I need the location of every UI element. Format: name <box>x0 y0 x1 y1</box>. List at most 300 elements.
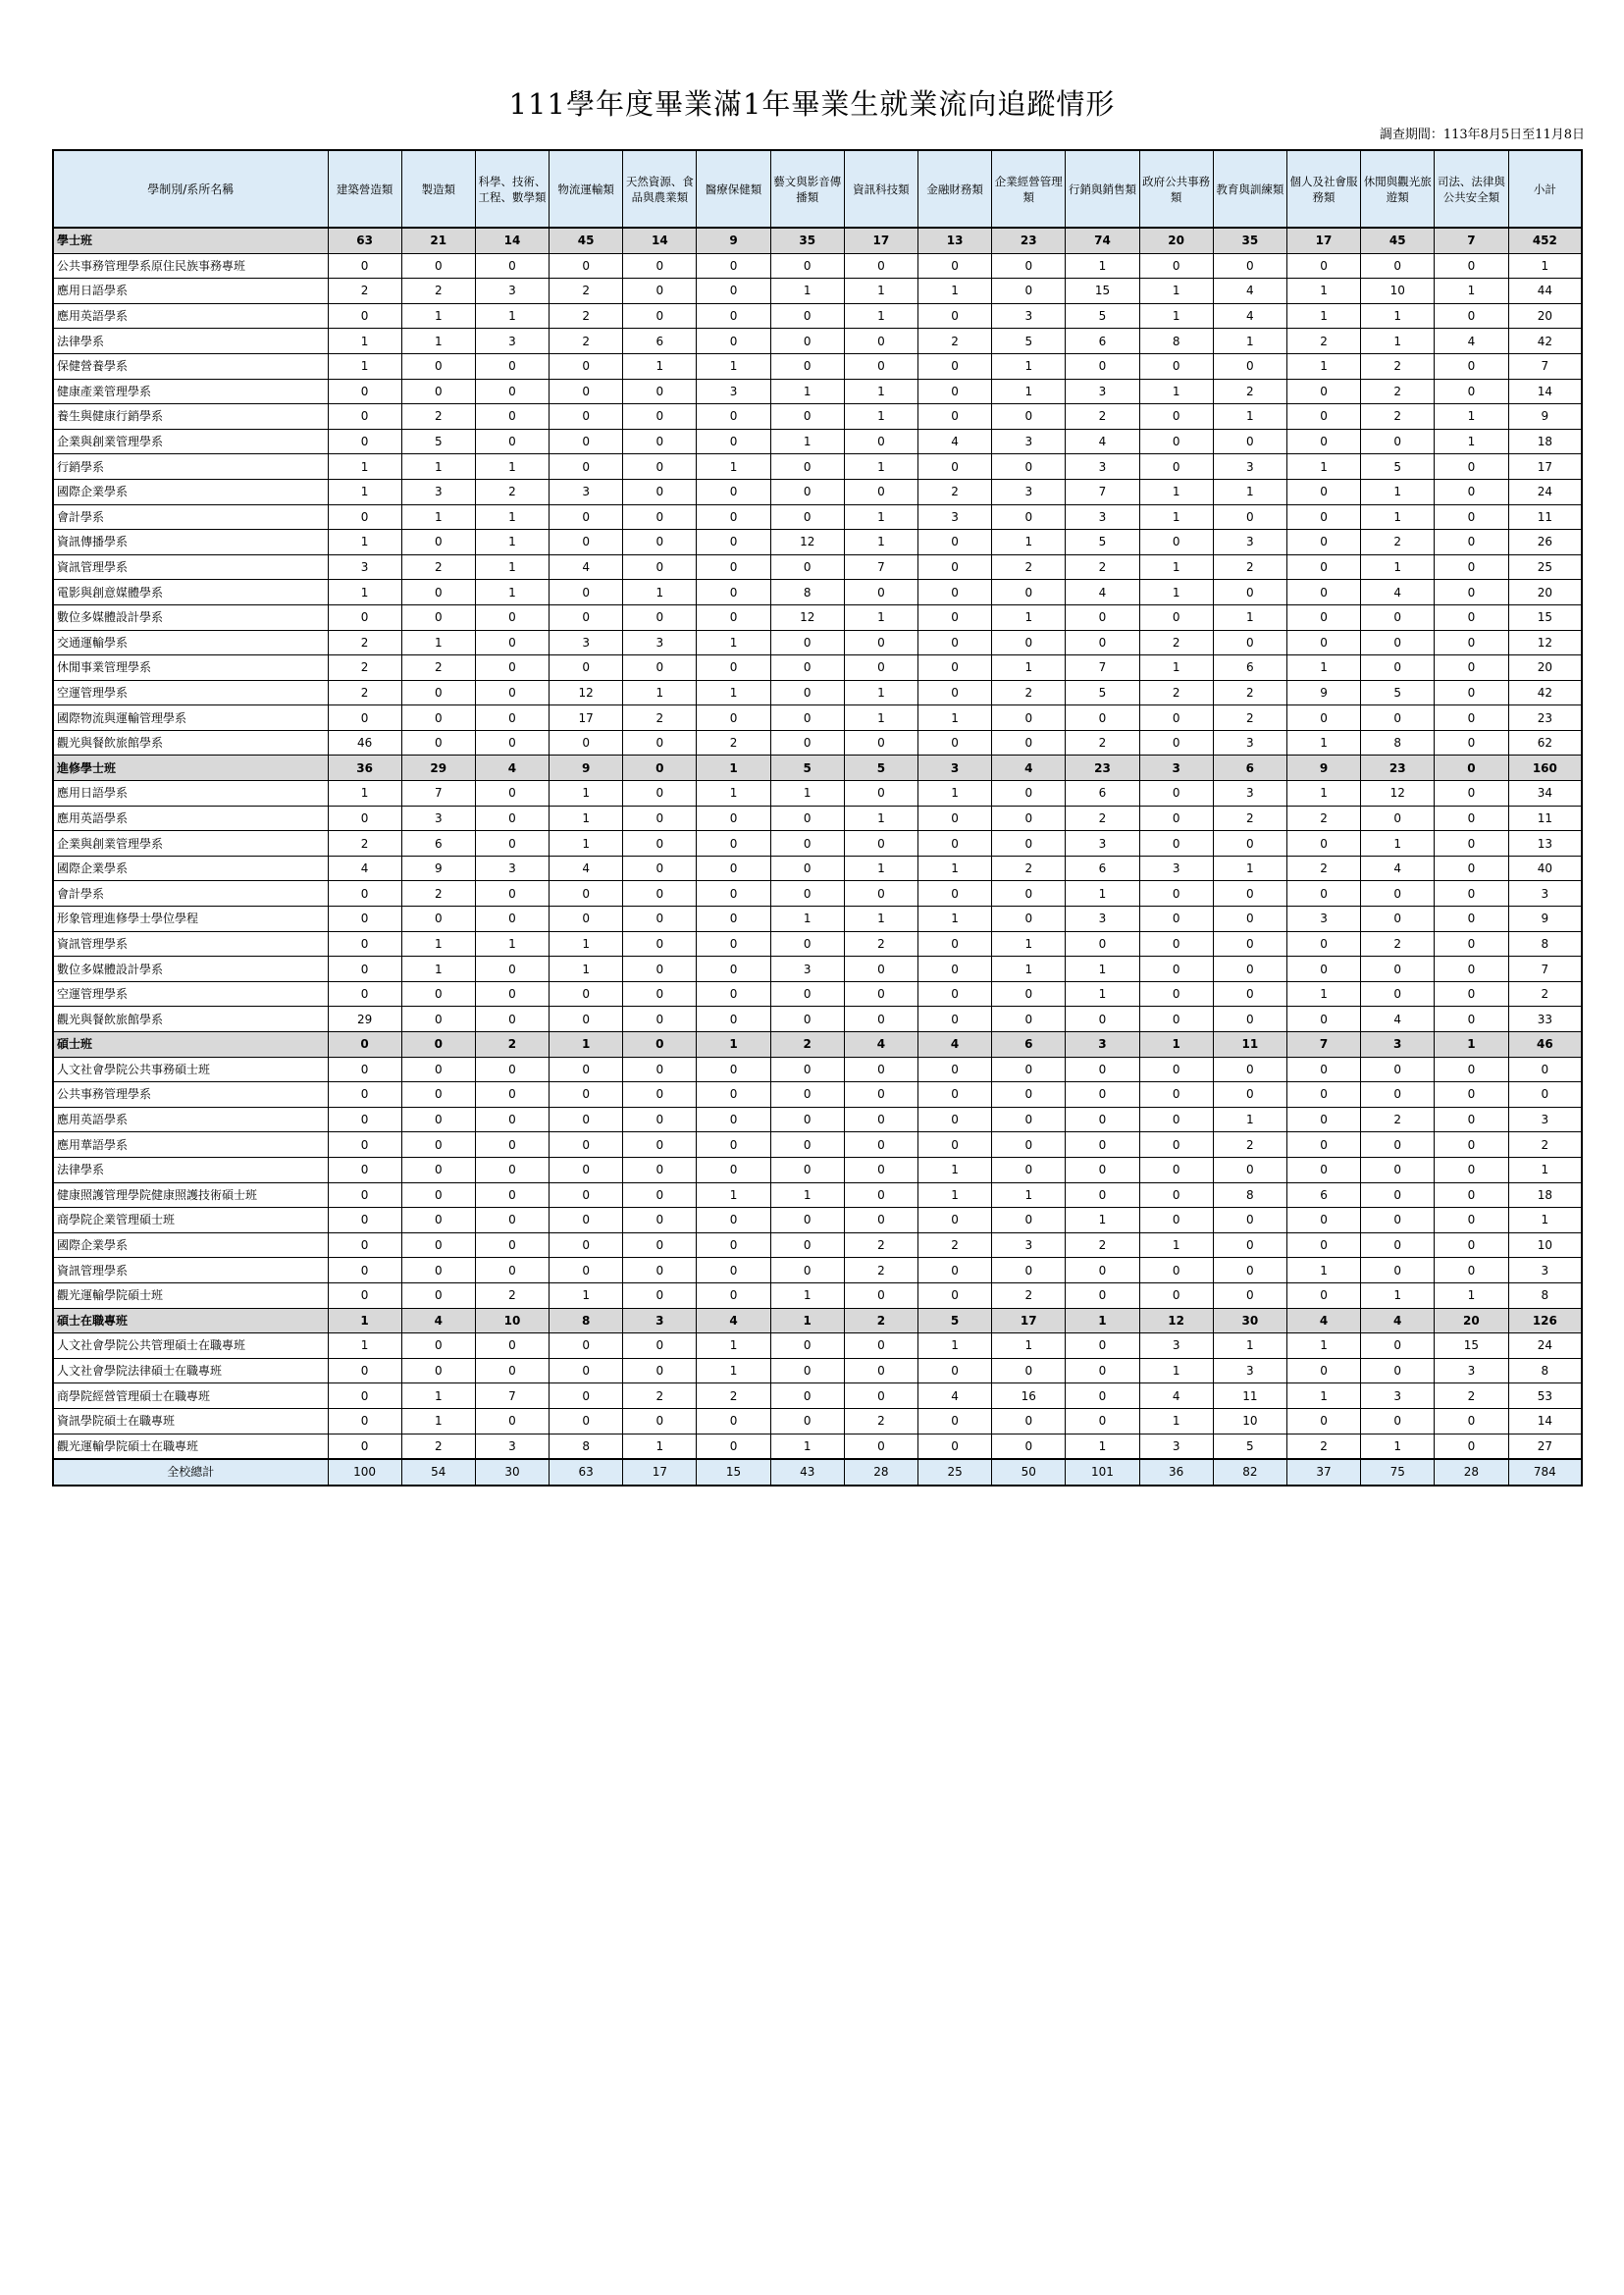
table-cell: 28 <box>844 1459 917 1486</box>
row-label: 商學院企業管理碩士班 <box>53 1208 328 1233</box>
table-cell: 2 <box>844 1232 917 1258</box>
table-cell: 0 <box>770 1132 844 1158</box>
table-cell: 1 <box>992 1333 1066 1359</box>
table-cell: 0 <box>1066 1107 1139 1132</box>
table-cell: 0 <box>550 429 623 454</box>
table-cell: 0 <box>844 479 917 504</box>
table-cell: 0 <box>992 253 1066 279</box>
table-cell: 0 <box>697 1232 770 1258</box>
table-cell: 1 <box>844 907 917 932</box>
table-cell: 2 <box>1139 680 1213 705</box>
table-cell: 8 <box>1508 1282 1582 1308</box>
table-cell: 3 <box>475 856 549 881</box>
table-cell: 0 <box>1139 1107 1213 1132</box>
table-cell: 0 <box>475 253 549 279</box>
table-cell: 4 <box>918 1032 992 1058</box>
table-cell: 0 <box>697 1057 770 1082</box>
table-cell: 0 <box>1286 1208 1360 1233</box>
table-cell: 1 <box>1213 329 1286 354</box>
table-cell: 1 <box>328 580 401 605</box>
table-cell: 0 <box>1139 1282 1213 1308</box>
table-cell: 0 <box>623 554 697 580</box>
table-cell: 1 <box>475 303 549 329</box>
table-cell: 1 <box>844 379 917 404</box>
table-cell: 0 <box>992 806 1066 831</box>
table-cell: 7 <box>1286 1032 1360 1058</box>
table-cell: 3 <box>1213 781 1286 807</box>
table-cell: 0 <box>770 454 844 480</box>
table-cell: 46 <box>328 730 401 756</box>
table-cell: 0 <box>401 253 475 279</box>
table-cell: 0 <box>697 1408 770 1434</box>
header-name-column: 學制別/系所名稱 <box>53 150 328 228</box>
table-cell: 0 <box>1066 1082 1139 1108</box>
table-cell: 35 <box>1213 228 1286 253</box>
table-cell: 0 <box>1139 1057 1213 1082</box>
table-cell: 1 <box>697 454 770 480</box>
table-cell: 0 <box>1213 831 1286 857</box>
header-cell: 物流運輸類 <box>550 150 623 228</box>
table-cell: 0 <box>697 1132 770 1158</box>
row-label: 應用英語學系 <box>53 806 328 831</box>
table-cell: 0 <box>1435 630 1508 655</box>
table-cell: 1 <box>401 1383 475 1409</box>
table-cell: 3 <box>770 957 844 982</box>
table-row <box>53 1182 1582 1208</box>
table-cell: 0 <box>1066 604 1139 630</box>
table-cell: 0 <box>844 781 917 807</box>
table-cell: 75 <box>1361 1459 1435 1486</box>
table-cell: 1 <box>844 705 917 731</box>
table-cell: 4 <box>918 1383 992 1409</box>
table-cell: 1 <box>992 931 1066 957</box>
table-cell: 0 <box>401 530 475 555</box>
table-cell: 0 <box>623 1258 697 1283</box>
table-cell: 1 <box>401 303 475 329</box>
table-cell: 0 <box>770 329 844 354</box>
table-cell: 0 <box>1286 1157 1360 1182</box>
table-cell: 0 <box>1066 1007 1139 1032</box>
table-cell: 0 <box>401 680 475 705</box>
table-cell: 0 <box>328 1282 401 1308</box>
table-cell: 0 <box>844 1082 917 1108</box>
table-cell: 0 <box>918 730 992 756</box>
table-cell: 0 <box>992 730 1066 756</box>
table-cell: 18 <box>1508 429 1582 454</box>
table-cell: 7 <box>1508 957 1582 982</box>
table-cell: 12 <box>1361 781 1435 807</box>
table-cell: 0 <box>550 1007 623 1032</box>
table-cell: 2 <box>1286 856 1360 881</box>
table-cell: 0 <box>550 1333 623 1359</box>
table-cell: 0 <box>770 931 844 957</box>
table-cell: 0 <box>844 730 917 756</box>
table-cell: 0 <box>550 1358 623 1383</box>
table-cell: 1 <box>992 379 1066 404</box>
table-cell: 1 <box>328 454 401 480</box>
table-cell: 4 <box>1286 1308 1360 1333</box>
table-cell: 0 <box>1435 856 1508 881</box>
table-cell: 1 <box>1286 279 1360 304</box>
table-cell: 2 <box>1066 554 1139 580</box>
table-cell: 29 <box>328 1007 401 1032</box>
table-cell: 0 <box>475 1182 549 1208</box>
table-cell: 0 <box>770 504 844 530</box>
table-cell: 0 <box>1286 1082 1360 1108</box>
table-cell: 0 <box>475 1107 549 1132</box>
table-cell: 1 <box>475 530 549 555</box>
table-cell: 1 <box>1286 303 1360 329</box>
table-cell: 0 <box>1361 957 1435 982</box>
table-cell: 1 <box>623 680 697 705</box>
row-label: 資訊學院碩士在職專班 <box>53 1408 328 1434</box>
table-cell: 0 <box>1139 931 1213 957</box>
table-cell: 0 <box>992 404 1066 430</box>
table-row <box>53 655 1582 681</box>
table-cell: 0 <box>697 931 770 957</box>
table-cell: 0 <box>1286 1107 1360 1132</box>
table-cell: 0 <box>550 530 623 555</box>
table-cell: 1 <box>844 404 917 430</box>
table-cell: 0 <box>992 1082 1066 1108</box>
table-cell: 3 <box>475 1434 549 1459</box>
table-cell: 11 <box>1213 1032 1286 1058</box>
table-cell: 3 <box>1361 1032 1435 1058</box>
table-cell: 0 <box>623 479 697 504</box>
table-cell: 3 <box>328 554 401 580</box>
table-cell: 0 <box>475 379 549 404</box>
row-label: 國際物流與運輸管理學系 <box>53 705 328 731</box>
table-cell: 1 <box>550 1032 623 1058</box>
table-cell: 101 <box>1066 1459 1139 1486</box>
table-cell: 0 <box>697 981 770 1007</box>
table-cell: 0 <box>1286 1057 1360 1082</box>
table-cell: 3 <box>1286 907 1360 932</box>
table-cell: 0 <box>328 1383 401 1409</box>
table-cell: 0 <box>1435 881 1508 907</box>
table-cell: 0 <box>770 404 844 430</box>
table-cell: 0 <box>918 806 992 831</box>
table-cell: 14 <box>1508 379 1582 404</box>
table-cell: 0 <box>1139 604 1213 630</box>
table-cell: 1 <box>770 379 844 404</box>
table-row <box>53 931 1582 957</box>
table-cell: 0 <box>1213 957 1286 982</box>
row-label: 國際企業學系 <box>53 856 328 881</box>
table-cell: 0 <box>697 1258 770 1283</box>
table-cell: 1 <box>844 806 917 831</box>
page-title: 111學年度畢業滿1年畢業生就業流向追蹤情形 <box>508 87 1116 121</box>
table-cell: 1 <box>1361 479 1435 504</box>
table-cell: 0 <box>918 604 992 630</box>
table-cell: 0 <box>770 1057 844 1082</box>
table-cell: 0 <box>697 604 770 630</box>
table-cell: 1 <box>1361 1434 1435 1459</box>
table-cell: 0 <box>1435 680 1508 705</box>
table-cell: 0 <box>770 680 844 705</box>
table-cell: 20 <box>1508 655 1582 681</box>
table-cell: 0 <box>1139 429 1213 454</box>
table-cell: 0 <box>475 1132 549 1158</box>
table-cell: 0 <box>918 1132 992 1158</box>
table-cell: 1 <box>1435 404 1508 430</box>
table-cell: 1 <box>1286 730 1360 756</box>
table-cell: 5 <box>844 756 917 781</box>
table-cell: 0 <box>1435 479 1508 504</box>
table-cell: 2 <box>1435 1383 1508 1409</box>
table-cell: 14 <box>1508 1408 1582 1434</box>
table-cell: 1 <box>697 781 770 807</box>
table-cell: 0 <box>623 1157 697 1182</box>
table-cell: 1 <box>1361 303 1435 329</box>
table-cell: 0 <box>1508 1082 1582 1108</box>
table-cell: 17 <box>1508 454 1582 480</box>
table-cell: 0 <box>1139 1182 1213 1208</box>
table-cell: 20 <box>1139 228 1213 253</box>
table-cell: 1 <box>328 530 401 555</box>
table-cell: 0 <box>1139 907 1213 932</box>
row-label: 企業與創業管理學系 <box>53 429 328 454</box>
table-cell: 0 <box>1213 1282 1286 1308</box>
header-cell: 小計 <box>1508 150 1582 228</box>
header-cell: 藝文與影音傳播類 <box>770 150 844 228</box>
header-cell: 金融財務類 <box>918 150 992 228</box>
table-cell: 1 <box>697 1358 770 1383</box>
table-cell: 1 <box>918 1182 992 1208</box>
table-cell: 0 <box>623 1007 697 1032</box>
table-cell: 12 <box>1508 630 1582 655</box>
table-cell: 8 <box>770 580 844 605</box>
table-cell: 9 <box>1286 756 1360 781</box>
table-cell: 3 <box>623 630 697 655</box>
table-cell: 0 <box>328 1032 401 1058</box>
table-cell: 1 <box>918 1333 992 1359</box>
table-cell: 0 <box>401 604 475 630</box>
table-cell: 0 <box>1361 1157 1435 1182</box>
table-cell: 0 <box>844 957 917 982</box>
row-label: 空運管理學系 <box>53 981 328 1007</box>
table-cell: 0 <box>1286 604 1360 630</box>
table-cell: 2 <box>1066 730 1139 756</box>
table-cell: 0 <box>1286 580 1360 605</box>
table-cell: 9 <box>697 228 770 253</box>
table-row <box>53 907 1582 932</box>
table-cell: 1 <box>770 429 844 454</box>
table-cell: 2 <box>550 279 623 304</box>
table-cell: 1 <box>1139 554 1213 580</box>
table-cell: 2 <box>1286 806 1360 831</box>
table-cell: 12 <box>770 530 844 555</box>
table-row <box>53 1057 1582 1082</box>
table-cell: 0 <box>1286 429 1360 454</box>
row-label: 應用日語學系 <box>53 781 328 807</box>
table-row <box>53 1383 1582 1409</box>
table-cell: 34 <box>1508 781 1582 807</box>
table-cell: 1 <box>550 831 623 857</box>
header-cell: 個人及社會服務類 <box>1286 150 1360 228</box>
table-cell: 3 <box>1066 831 1139 857</box>
table-cell: 2 <box>1361 931 1435 957</box>
table-cell: 45 <box>550 228 623 253</box>
table-cell: 0 <box>550 404 623 430</box>
table-cell: 0 <box>550 353 623 379</box>
table-cell: 0 <box>328 1157 401 1182</box>
table-cell: 1 <box>1286 655 1360 681</box>
table-cell: 1 <box>623 353 697 379</box>
table-cell: 6 <box>623 329 697 354</box>
table-cell: 0 <box>401 1333 475 1359</box>
table-cell: 0 <box>918 1082 992 1108</box>
table-cell: 0 <box>697 404 770 430</box>
table-cell: 0 <box>401 1358 475 1383</box>
table-cell: 0 <box>623 756 697 781</box>
table-cell: 30 <box>1213 1308 1286 1333</box>
table-cell: 0 <box>623 831 697 857</box>
table-cell: 1 <box>1066 981 1139 1007</box>
table-cell: 0 <box>1361 1358 1435 1383</box>
table-cell: 0 <box>1435 931 1508 957</box>
table-cell: 0 <box>401 1282 475 1308</box>
table-cell: 0 <box>992 1408 1066 1434</box>
table-cell: 0 <box>770 881 844 907</box>
table-cell: 2 <box>770 1032 844 1058</box>
table-cell: 1 <box>844 454 917 480</box>
table-cell: 0 <box>475 1057 549 1082</box>
table-cell: 1 <box>992 530 1066 555</box>
table-cell: 0 <box>1066 1157 1139 1182</box>
table-cell: 7 <box>401 781 475 807</box>
table-cell: 0 <box>623 856 697 881</box>
table-cell: 1 <box>1286 781 1360 807</box>
row-label: 會計學系 <box>53 504 328 530</box>
table-cell: 0 <box>697 1282 770 1308</box>
table-cell: 12 <box>550 680 623 705</box>
table-cell: 0 <box>401 1232 475 1258</box>
table-cell: 1 <box>1213 604 1286 630</box>
table-cell: 45 <box>1361 228 1435 253</box>
table-cell: 1 <box>770 279 844 304</box>
table-cell: 11 <box>1508 806 1582 831</box>
table-cell: 0 <box>1066 1333 1139 1359</box>
table-cell: 0 <box>328 1057 401 1082</box>
table-cell: 0 <box>623 1333 697 1359</box>
table-cell: 1 <box>1508 1157 1582 1182</box>
table-cell: 0 <box>844 1107 917 1132</box>
table-cell: 0 <box>770 1208 844 1233</box>
table-cell: 0 <box>770 479 844 504</box>
table-cell: 0 <box>918 253 992 279</box>
table-cell: 0 <box>918 881 992 907</box>
table-cell: 0 <box>918 957 992 982</box>
table-cell: 0 <box>844 655 917 681</box>
table-cell: 3 <box>1361 1383 1435 1409</box>
table-row <box>53 1082 1582 1108</box>
table-cell: 0 <box>992 1107 1066 1132</box>
table-cell: 0 <box>328 1258 401 1283</box>
table-cell: 784 <box>1508 1459 1582 1486</box>
row-label: 公共事務管理學系 <box>53 1082 328 1108</box>
group-row <box>53 228 1582 253</box>
table-cell: 0 <box>844 981 917 1007</box>
table-cell: 5 <box>992 329 1066 354</box>
table-cell: 0 <box>918 931 992 957</box>
table-cell: 4 <box>550 856 623 881</box>
table-cell: 1 <box>401 1408 475 1434</box>
table-row <box>53 957 1582 982</box>
table-cell: 0 <box>918 580 992 605</box>
table-cell: 0 <box>550 253 623 279</box>
table-cell: 0 <box>1286 831 1360 857</box>
table-cell: 0 <box>623 806 697 831</box>
table-cell: 0 <box>1435 1258 1508 1283</box>
table-cell: 0 <box>844 1208 917 1233</box>
table-cell: 0 <box>844 1383 917 1409</box>
table-cell: 2 <box>401 881 475 907</box>
row-label: 健康照護管理學院健康照護技術碩士班 <box>53 1182 328 1208</box>
table-cell: 0 <box>918 454 992 480</box>
table-row <box>53 1232 1582 1258</box>
table-cell: 0 <box>401 1007 475 1032</box>
table-cell: 4 <box>1066 429 1139 454</box>
table-row <box>53 981 1582 1007</box>
row-label: 觀光運輸學院碩士班 <box>53 1282 328 1308</box>
table-cell: 4 <box>550 554 623 580</box>
table-cell: 17 <box>992 1308 1066 1333</box>
table-cell: 1 <box>697 680 770 705</box>
table-cell: 3 <box>1139 1333 1213 1359</box>
row-label: 觀光與餐飲旅館學系 <box>53 1007 328 1032</box>
table-cell: 0 <box>623 604 697 630</box>
table-cell: 5 <box>918 1308 992 1333</box>
table-cell: 2 <box>1213 705 1286 731</box>
table-cell: 0 <box>1361 655 1435 681</box>
header-row <box>53 150 1582 228</box>
table-cell: 0 <box>1435 730 1508 756</box>
table-cell: 2 <box>401 279 475 304</box>
table-cell: 0 <box>401 1132 475 1158</box>
row-label: 休閒事業管理學系 <box>53 655 328 681</box>
table-cell: 0 <box>401 907 475 932</box>
table-cell: 2 <box>697 730 770 756</box>
table-cell: 1 <box>844 604 917 630</box>
row-label: 商學院經營管理碩士在職專班 <box>53 1383 328 1409</box>
table-cell: 0 <box>770 630 844 655</box>
table-cell: 6 <box>401 831 475 857</box>
table-cell: 29 <box>401 756 475 781</box>
table-cell: 1 <box>550 931 623 957</box>
row-label: 觀光與餐飲旅館學系 <box>53 730 328 756</box>
table-cell: 40 <box>1508 856 1582 881</box>
table-cell: 0 <box>550 1057 623 1082</box>
row-label: 國際企業學系 <box>53 1232 328 1258</box>
table-cell: 0 <box>1139 1007 1213 1032</box>
table-cell: 3 <box>401 479 475 504</box>
table-cell: 0 <box>475 655 549 681</box>
table-cell: 1 <box>1508 253 1582 279</box>
table-cell: 452 <box>1508 228 1582 253</box>
table-cell: 0 <box>697 253 770 279</box>
table-cell: 1 <box>770 1434 844 1459</box>
table-cell: 2 <box>918 1232 992 1258</box>
table-row <box>53 604 1582 630</box>
table-cell: 42 <box>1508 329 1582 354</box>
table-cell: 0 <box>1286 1232 1360 1258</box>
table-cell: 0 <box>328 404 401 430</box>
table-cell: 5 <box>401 429 475 454</box>
table-cell: 0 <box>475 630 549 655</box>
table-cell: 0 <box>623 1282 697 1308</box>
table-row <box>53 730 1582 756</box>
